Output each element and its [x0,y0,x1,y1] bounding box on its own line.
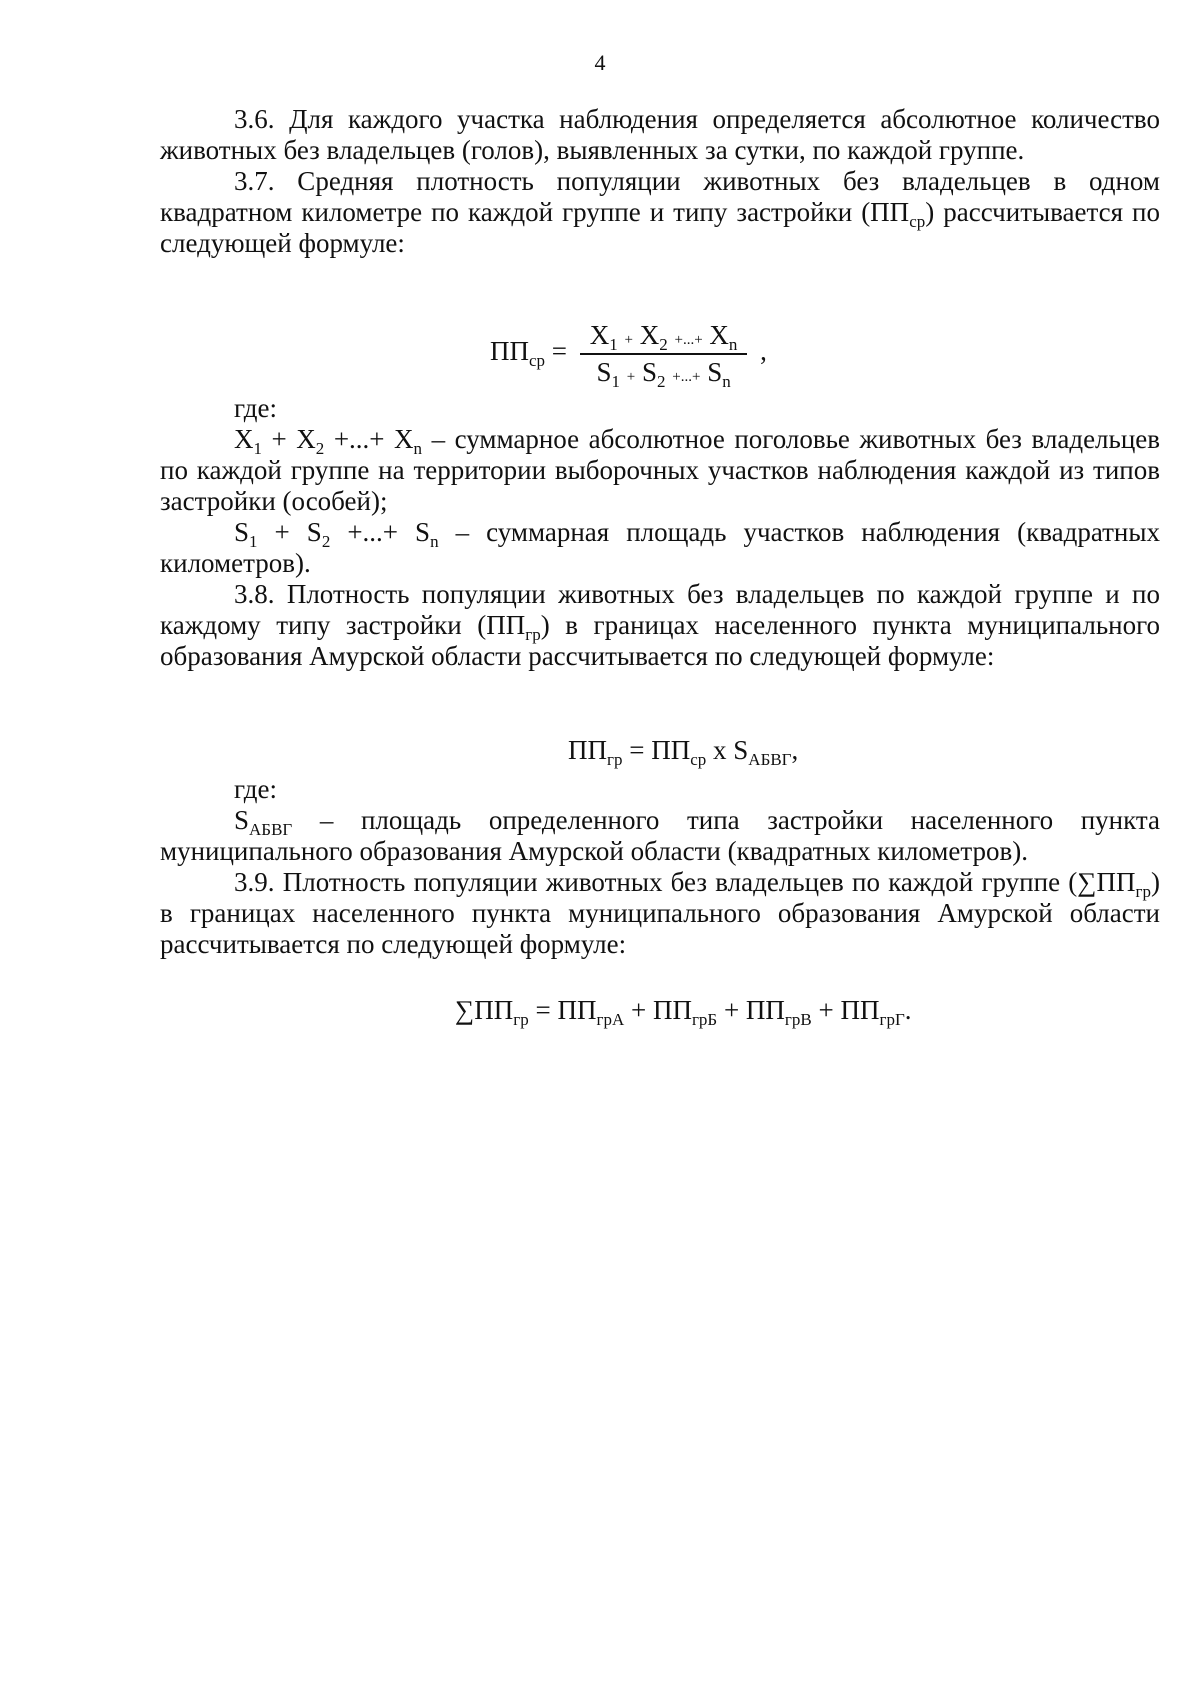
den-sn: S [707,357,723,387]
def-sabvg-text: – площадь определенного типа застройки населенного пункта муниципального образования Амурской области (квадратных километров). [160,805,1161,866]
formula1-numerator [580,320,748,355]
den-s1: S [596,357,612,387]
formula3-term4: + ПП [818,995,880,1025]
definition-x [160,424,1160,517]
den-s1-sub: 1 [611,372,621,391]
formula-group-density [568,735,799,769]
paragraph-3-9-text-a: 3.9. Плотность популяции животных без владельцев по каждой группе (∑ПП [234,867,1136,897]
def-x1-sub: 1 [253,439,262,458]
definition-s [160,517,1160,579]
den-plus: + [626,369,636,385]
formula3-term1-sub: грА [596,1010,625,1029]
paragraph-3-8-text-b: ) в границах населенного пункта муниципального образования Амурской области рассчитывается по следующей формуле: [160,610,1160,671]
formula2-mid-sub: ср [690,750,707,769]
num-xn: X [709,320,729,350]
num-x1-sub: 1 [609,335,618,354]
formula1-denominator [580,355,748,391]
den-sn-sub: n [722,372,731,391]
paragraph-3-8-text-a: 3.8. Плотность популяции животных без владельцев по каждой группе и по каждому типу застройки (ПП [160,579,1160,640]
num-x2: X [639,320,660,350]
where-label-2: где: [234,774,277,804]
formula3-lhs-sub: гр [513,1010,529,1029]
den-dots: +...+ [672,369,701,385]
def-s2: + S [274,517,322,547]
def-s-text: – суммарная площадь участков наблюдения (квадратных километров). [160,517,1161,578]
formula2-lhs: ПП [568,735,607,765]
page-number: 4 [594,50,606,75]
num-xn-sub: n [728,335,738,354]
def-x1: X [234,424,254,454]
def-xn: +...+ X [333,424,414,454]
paragraph-3-7-sub: ср [909,212,926,231]
formula3-term4-sub: грГ [879,1010,905,1029]
paragraph-3-8 [160,579,1160,672]
paragraph-3-7-text: 3.7. Средняя плотность популяции животных без владельцев в одном квадратном километре по каждой группе и типу застройки (ПП [160,166,1160,227]
formula1-fraction [580,320,748,391]
formula1-lhs-sub: ср [529,351,546,371]
def-sn: +...+ S [347,517,431,547]
den-s2-sub: 2 [657,372,666,391]
paragraph-3-7 [160,166,1160,259]
def-s2-sub: 2 [321,532,331,551]
paragraph-3-8-sub: гр [525,625,541,644]
definitions-and-section-3-9 [160,774,1160,960]
formula3-term2-sub: грБ [691,1010,718,1029]
formula2-s-sub: АБВГ [748,750,792,769]
num-plus: + [624,332,633,348]
den-s2: S [641,357,658,387]
paragraph-3-9 [160,867,1160,960]
formula1-eq: = [551,336,568,367]
formula-average-density [490,320,767,391]
def-x-text: – суммарное абсолютное поголовье животных без владельцев по каждой группе на территории выборочных участков наблюдения каждой из типов застройки (особей); [160,424,1161,516]
formula3-term3-sub: грВ [784,1010,812,1029]
formula3-tail: . [904,995,912,1025]
paragraph-3-9-sub: гр [1135,882,1151,901]
paragraph-3-6: 3.6. Для каждого участка наблюдения определяется абсолютное количество животных без владельцев (голов), выявленных за сутки, по каждой группе. [160,104,1160,165]
formula3-term1: = ПП [535,995,597,1025]
paragraph-3-7-close: ) [925,197,935,227]
formula3-term3: + ПП [723,995,785,1025]
def-s1: S [234,517,250,547]
paragraph-3-7-line3: рассчитывается по следующей формуле: [160,197,1161,258]
formula2-eq: = ПП [629,735,691,765]
num-dots: +...+ [674,332,703,348]
definition-sabvg [160,805,1160,867]
formula2-lhs-sub: гр [607,750,623,769]
paragraph-3-9-text-b: ) в границах населенного пункта муниципального образования Амурской области рассчитывается по следующей формуле: [160,867,1160,959]
definitions-and-section-3-8 [160,393,1160,672]
def-sn-sub: n [430,532,439,551]
num-x1: X [589,320,610,350]
formula-total-density [455,995,912,1029]
def-sabvg-s: S [234,805,250,835]
section-3-6-3-7 [160,104,1160,259]
def-sabvg-sub: АБВГ [249,820,293,839]
where-label-1: где: [234,393,277,423]
formula2-tail: , [791,735,799,765]
def-x2-sub: 2 [315,439,325,458]
formula3-lhs: ∑ПП [455,995,514,1025]
formula1-tail: , [760,336,767,367]
formula1-lhs: ПП [490,336,529,367]
formula3-term2: + ПП [630,995,692,1025]
num-x2-sub: 2 [659,335,668,354]
formula2-times: х S [713,735,749,765]
def-xn-sub: n [413,439,423,458]
def-x2: + X [271,424,316,454]
def-s1-sub: 1 [249,532,258,551]
